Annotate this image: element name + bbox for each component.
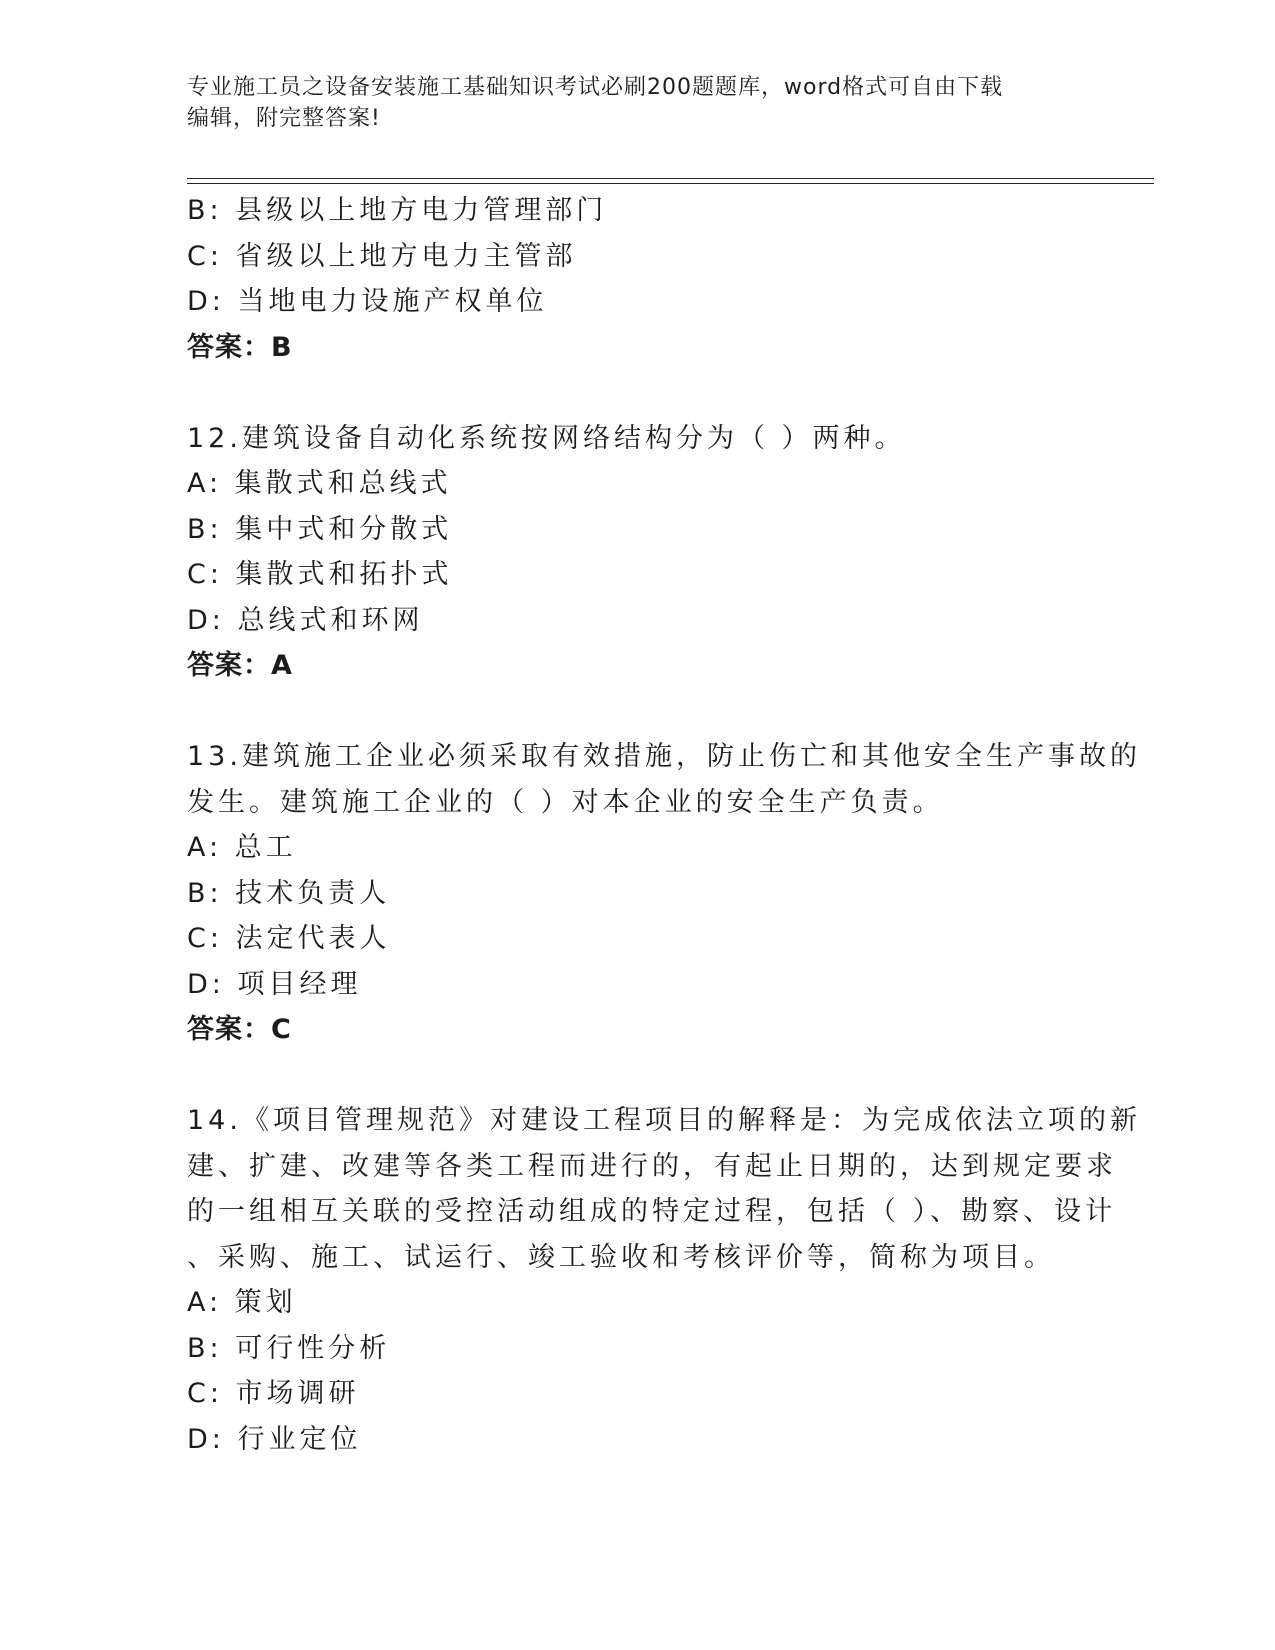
q14-option-b: B: 可行性分析 [187,1332,391,1364]
q13-option-b: B: 技术负责人 [187,877,391,909]
header-divider-bottom [187,183,1154,184]
q14-question-line-2: 建、扩建、改建等各类工程而进行的，有起止日期的，达到规定要求 [187,1150,1117,1182]
q12-option-d: D: 总线式和环网 [187,604,424,636]
q14-question-line-1: 14.《项目管理规范》对建设工程项目的解释是：为完成依法立项的新 [187,1105,1141,1136]
header-title-line-1: 专业施工员之设备安装施工基础知识考试必刷200题题库，word格式可自由下载 [187,75,1004,100]
spacer [187,689,1087,735]
header-title-line-2: 编辑，附完整答案! [187,106,381,131]
q14-option-d: D: 行业定位 [187,1423,362,1455]
document-header [187,72,1067,134]
q14-option-a: A: 策划 [187,1287,297,1318]
spacer [187,370,1087,416]
q12-option-a: A: 集散式和总线式 [187,468,452,499]
question-content [187,188,1141,1462]
q13-option-d: D: 项目经理 [187,968,362,1000]
q11-option-d: D: 当地电力设施产权单位 [187,286,548,317]
header-divider-top [187,178,1154,179]
question-14 [187,1098,1141,1462]
q12-answer: 答案：A [187,650,293,681]
q11-answer: 答案：B [187,331,293,363]
q13-question-line-2: 发生。建筑施工企业的（ ）对本企业的安全生产负责。 [187,786,944,818]
q13-question-line-1: 13.建筑施工企业必须采取有效措施，防止伤亡和其他安全生产事故的 [187,741,1141,772]
q12-option-c: C: 集散式和拓扑式 [187,559,453,590]
q13-answer: 答案：C [187,1014,292,1045]
q12-question: 12.建筑设备自动化系统按网络结构分为（ ）两种。 [187,422,906,454]
q11-option-b: B: 县级以上地方电力管理部门 [187,195,608,226]
q14-question-line-4: 、采购、施工、试运行、竣工验收和考核评价等，简称为项目。 [187,1241,1055,1273]
spacer [187,1053,1087,1099]
q14-question-line-3: 的一组相互关联的受控活动组成的特定过程，包括（ ）、勘察、设计 [187,1196,1117,1227]
q13-option-c: C: 法定代表人 [187,923,391,954]
q12-option-b: B: 集中式和分散式 [187,513,453,545]
q11-option-c: C: 省级以上地方电力主管部 [187,240,577,272]
q14-option-c: C: 市场调研 [187,1378,360,1409]
question-12 [187,416,1087,689]
q13-option-a: A: 总工 [187,832,297,863]
question-13 [187,734,1141,1053]
question-11 [187,188,1087,370]
